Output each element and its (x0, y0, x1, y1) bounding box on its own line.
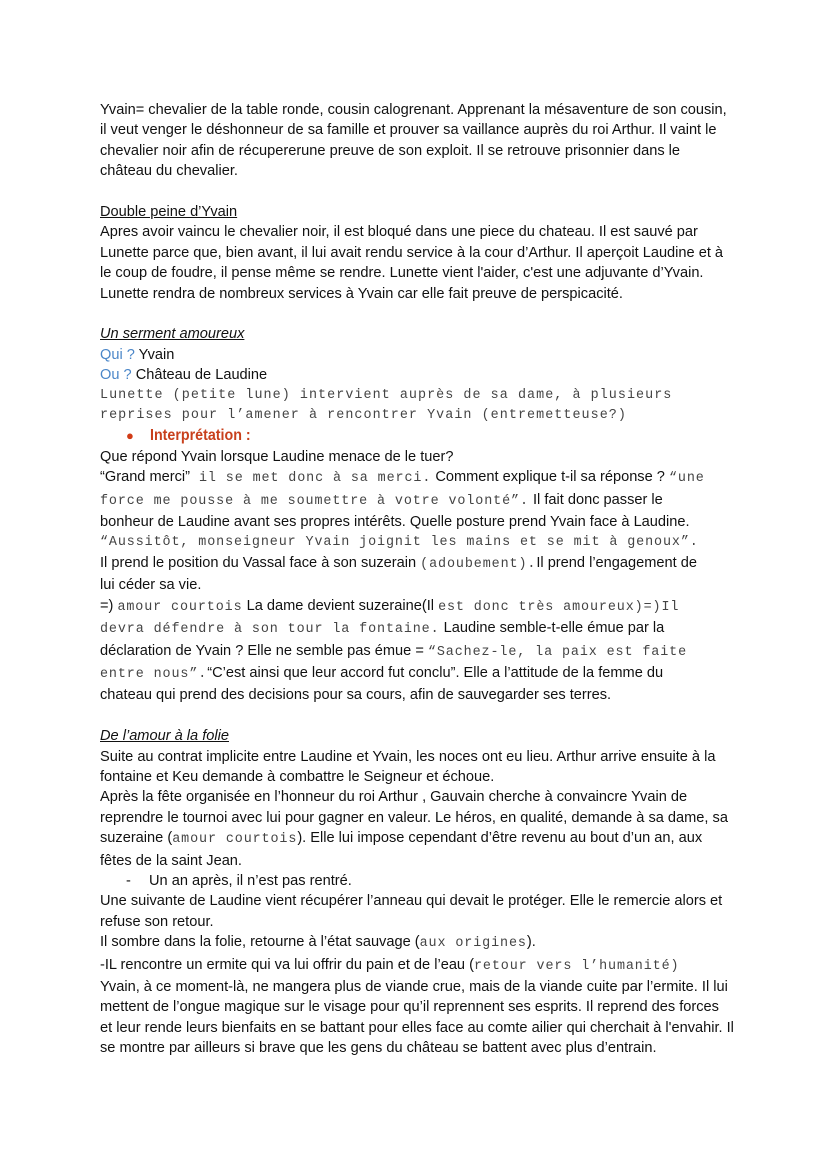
mono-note: aux origines (419, 936, 527, 952)
question-line: Que répond Yvain lorsque Laudine menace de le tuer? (100, 448, 454, 465)
text-line: bonheur de Laudine avant ses propres intérêts. Quelle posture prend Yvain face à Laudine. (100, 514, 690, 531)
text-line: lui céder sa vie. (100, 577, 202, 594)
text: ). Elle lui impose cependant d’être revenu au bout d’un an, aux fêtes de la saint Jean. (100, 830, 703, 869)
mono-note: amour courtois (172, 832, 298, 848)
text: =) (100, 597, 118, 614)
text: Après la fête organisée en l’honneur du roi Arthur , Gauvain cherche à convaincre Yvain de reprendre le tournoi avec lui pour gagner en valeur. Le héros, en qualité, demande à sa dame, sa suzeraine ( (100, 789, 728, 847)
folie-paragraph-3: Une suivante de Laudine vient récupérer l’anneau qui devait le protéger. Elle le remercie alors et refuse son retour. (100, 893, 723, 930)
section-title-folie: De l’amour à la folie (100, 728, 229, 745)
lunette-line-2: reprises pour l’amener à rencontrer Yvain (entremetteuse?) (100, 408, 627, 424)
text-line (100, 490, 735, 512)
double-peine-paragraph: Apres avoir vaincu le chevalier noir, il est bloqué dans une piece du chateau. Il est sauvé par Lunette parce que, bien avant, il lui avait rendu service à la cour d’Arthur. Il aperçoit Laudine et à le coup de foudre, il pense même se rendre. Lunette vient l'aider, c'est une adjuvante d’Yvain. Lunette rendra de nombreux services à Yvain car elle fait preuve de perspicacité. (100, 224, 724, 302)
mono-note: est donc très amoureux)=)Il (438, 599, 680, 615)
quote: “Grand merci” (100, 469, 191, 486)
text-line (100, 663, 735, 685)
folie-paragraph-2 (100, 787, 735, 871)
mono-quote-line: “Aussitôt, monseigneur Yvain joignit les mains et se mit à genoux”. (100, 534, 699, 550)
ou-line (100, 365, 735, 385)
text: ). (526, 934, 536, 951)
folie-paragraph-4 (100, 932, 735, 954)
bullet-icon: ● (126, 428, 134, 444)
text: Il fait donc passer le (528, 491, 663, 508)
mono-note: retour vers l’humanité) (473, 958, 680, 974)
interpretation-label: Interprétation : (149, 427, 251, 445)
interpretation-heading (126, 426, 735, 446)
text: -IL rencontre un ermite qui va lui offrir du pain et de l’eau ( (100, 956, 474, 973)
dash-item-text: Un an après, il n’est pas rentré. (149, 872, 352, 889)
ou-label: Ou ? (100, 367, 132, 384)
mono-quote: “Sachez-le, la paix est faite (427, 644, 688, 660)
mono-quote: entre nous”. (100, 666, 208, 682)
folie-paragraph-5 (100, 955, 735, 977)
qui-label: Qui ? (100, 346, 135, 363)
text-line (100, 618, 735, 640)
folie-paragraph-6: Yvain, à ce moment-là, ne mangera plus de viande crue, mais de la viande cuite par l’ermite. Il lui mettent de l’ongue magique sur le visage pour qu’il reprennent ses esprits. Il reprend des forces et leur rende leurs bienfaits en se battant pour elles face au comte ailier qui cherchait à l'envahir. Il se montre par ailleurs si brave que les gens du château se battent avec plus d’entrain. (100, 979, 734, 1057)
mono-quote: “une (668, 471, 705, 487)
dash-marker: - (126, 872, 131, 889)
text: Il prend l’engagement de (536, 554, 697, 571)
section-title-serment: Un serment amoureux (100, 326, 245, 343)
text: “C’est ainsi que leur accord fut conclu”. Elle a l’attitude de la femme du (207, 664, 664, 681)
text-line (100, 596, 735, 618)
text: déclaration de Yvain ? Elle ne semble pas émue = (100, 642, 428, 659)
qui-line (100, 345, 735, 365)
folie-paragraph-1: Suite au contrat implicite entre Laudine et Yvain, les noces ont eu lieu. Arthur arrive ensuite à la fontaine et Keu demande à combattre le Seigneur et échoue. (100, 748, 716, 785)
lunette-line-1: Lunette (petite lune) intervient auprès de sa dame, à plusieurs (100, 387, 673, 403)
text: Il sombre dans la folie, retourne à l’état sauvage ( (100, 934, 420, 951)
mono-note: devra défendre à son tour la fontaine. (100, 622, 440, 638)
text: Comment explique t-il sa réponse ? (431, 469, 669, 486)
mono-quote: force me pousse à me soumettre à votre volonté”. (100, 493, 529, 509)
text-line (100, 467, 735, 489)
dash-list-item (126, 871, 735, 891)
text: La dame devient suzeraine(Il (242, 597, 439, 614)
section-title-double-peine: Double peine d’Yvain (100, 204, 238, 221)
intro-paragraph: Yvain= chevalier de la table ronde, cousin calogrenant. Apprenant la mésaventure de son cousin, il veut venger le déshonneur de sa famille et prouver sa vaillance auprès du roi Arthur. Il vaint le chevalier noir afin de récupererune preuve de son exploit. Il se retrouve prisonnier dans le château du chevalier. (100, 102, 727, 180)
mono-note: il se met donc à sa merci. (190, 471, 432, 487)
qui-value: Yvain (134, 346, 175, 363)
mono-note: (adoubement). (420, 556, 537, 572)
text-line (100, 553, 735, 575)
text-line (100, 641, 735, 663)
text-line: chateau qui prend des decisions pour sa cours, afin de sauvegarder ses terres. (100, 687, 612, 704)
ou-value: Château de Laudine (131, 367, 268, 384)
text: Il prend le position du Vassal face à son suzerain (100, 554, 421, 571)
text: Laudine semble-t-elle émue par la (439, 620, 665, 637)
mono-note: amour courtois (117, 599, 243, 615)
document-page (100, 100, 735, 1059)
